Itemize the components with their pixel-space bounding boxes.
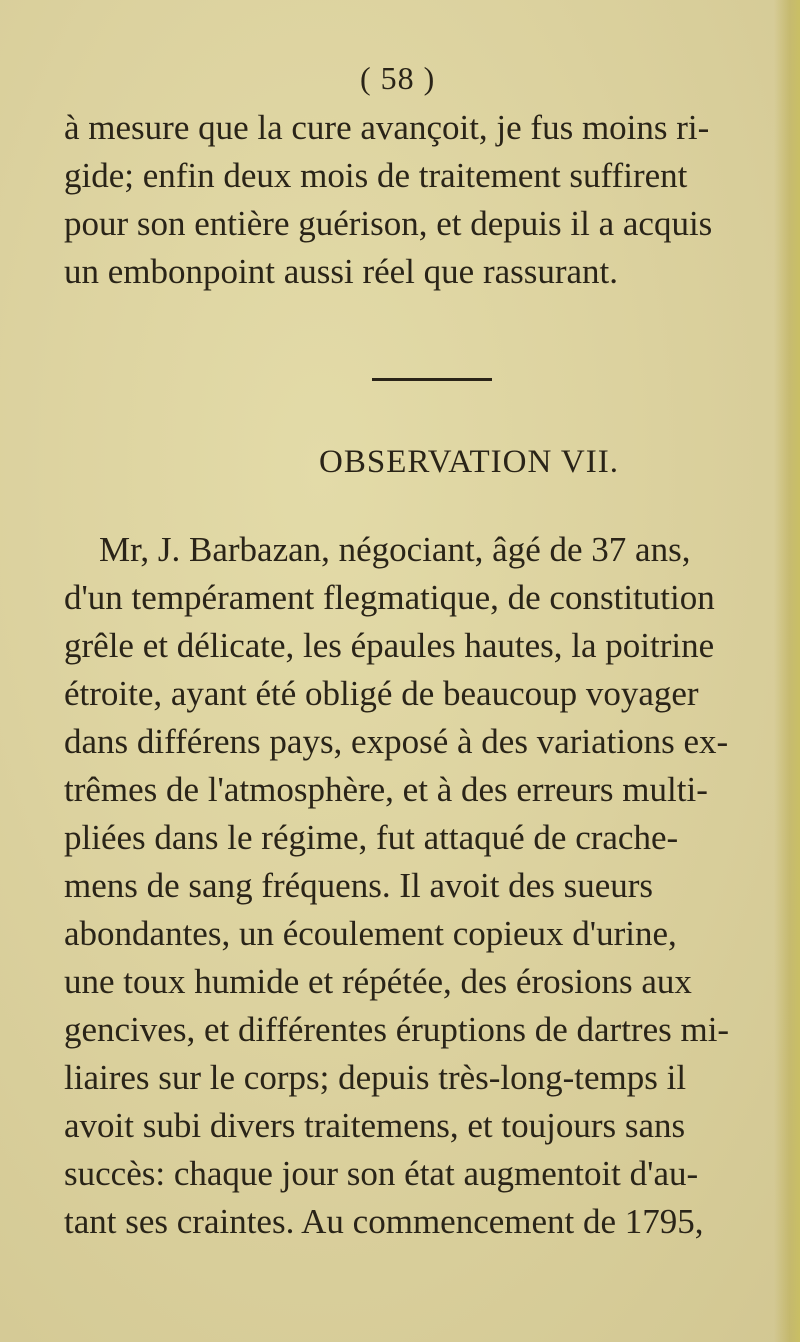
page-number: ( 58 ) [360, 60, 436, 96]
text-line: liaires sur le corps; depuis très-long-temps il [64, 1058, 687, 1097]
text-line: tant ses craintes. Au commencement de 1795, [64, 1202, 704, 1241]
text-line: grêle et délicate, les épaules hautes, la poitrine [64, 626, 715, 665]
text-line: avoit subi divers traitemens, et toujours sans [64, 1106, 686, 1145]
section-heading: OBSERVATION VII. [319, 444, 619, 480]
text-line: une toux humide et répétée, des érosions aux [64, 962, 692, 1001]
text-line: étroite, ayant été obligé de beaucoup voyager [64, 674, 699, 713]
text-line: gide; enfin deux mois de traitement suffirent [64, 156, 688, 195]
section-divider [372, 378, 492, 381]
text-line: dans différens pays, exposé à des variations ex- [64, 722, 729, 761]
text-line: Mr, J. Barbazan, négociant, âgé de 37 ans, [99, 530, 691, 569]
text-line: d'un tempérament flegmatique, de constitution [64, 578, 715, 617]
text-line: trêmes de l'atmosphère, et à des erreurs multi- [64, 770, 708, 809]
text-line: pliées dans le régime, fut attaqué de crache- [64, 818, 679, 857]
text-line: gencives, et différentes éruptions de dartres mi- [64, 1010, 730, 1049]
text-line: pour son entière guérison, et depuis il a acquis [64, 204, 713, 243]
text-line: mens de sang fréquens. Il avoit des sueurs [64, 866, 654, 905]
text-line: un embonpoint aussi réel que rassurant. [64, 252, 619, 291]
text-line: succès: chaque jour son état augmentoit d'au- [64, 1154, 699, 1193]
text-line: abondantes, un écoulement copieux d'urine, [64, 914, 677, 953]
text-line: à mesure que la cure avançoit, je fus moins ri- [64, 108, 710, 147]
